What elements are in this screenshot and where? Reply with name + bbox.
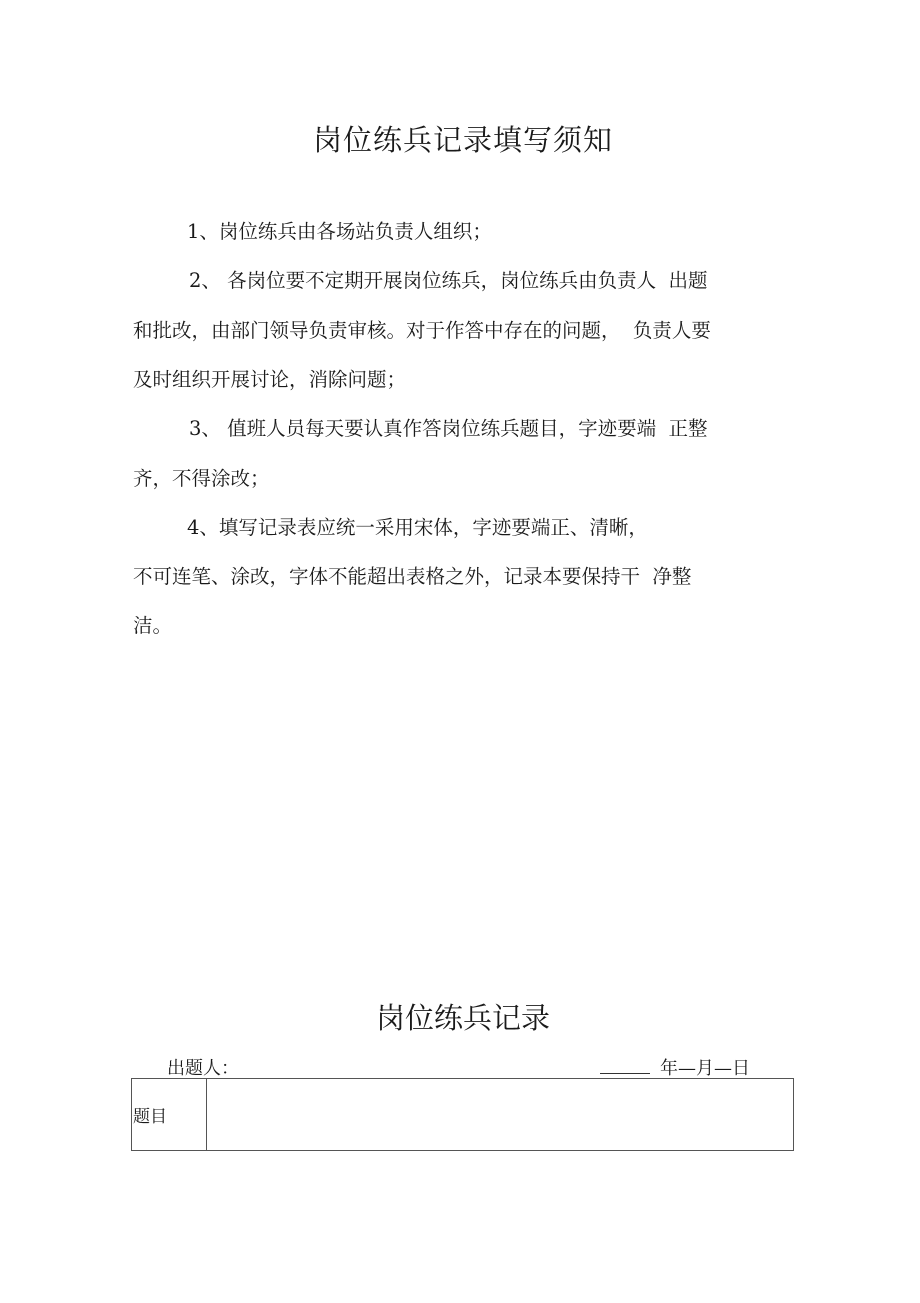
- notice-line-8: 不可连笔、涂改，字体不能超出表格之外，记录本要保持干 净整: [133, 565, 692, 588]
- notice-line-5: 3、 值班人员每天要认真作答岗位练兵题目，字迹要端 正整: [189, 417, 708, 440]
- notice-line-3: 和批改，由部门领导负责审核。对于作答中存在的问题， 负责人要: [133, 319, 711, 342]
- date-field: [600, 1054, 750, 1080]
- question-setter-label: 出题人：: [167, 1058, 239, 1079]
- notice-line-2: 2、 各岗位要不定期开展岗位练兵，岗位练兵由负责人 出题: [189, 269, 708, 292]
- record-title: 岗位练兵记录: [375, 1001, 550, 1035]
- notice-title: 岗位练兵记录填写须知: [312, 123, 613, 157]
- notice-line-1: 1、岗位练兵由各场站负责人组织；: [187, 220, 492, 243]
- notice-line-9: 洁。: [133, 614, 173, 637]
- year-blank[interactable]: [600, 1059, 650, 1074]
- question-content-cell[interactable]: [207, 1079, 793, 1150]
- notice-line-6: 齐，不得涂改；: [133, 467, 270, 490]
- notice-line-7: 4、填写记录表应统一采用宋体，字迹要端正、清晰，: [187, 516, 648, 539]
- notice-line-4: 及时组织开展讨论，消除问题；: [133, 368, 407, 391]
- question-label-cell: 题目: [132, 1079, 207, 1150]
- record-table: [131, 1078, 794, 1151]
- date-label: 年—月—日: [660, 1058, 750, 1079]
